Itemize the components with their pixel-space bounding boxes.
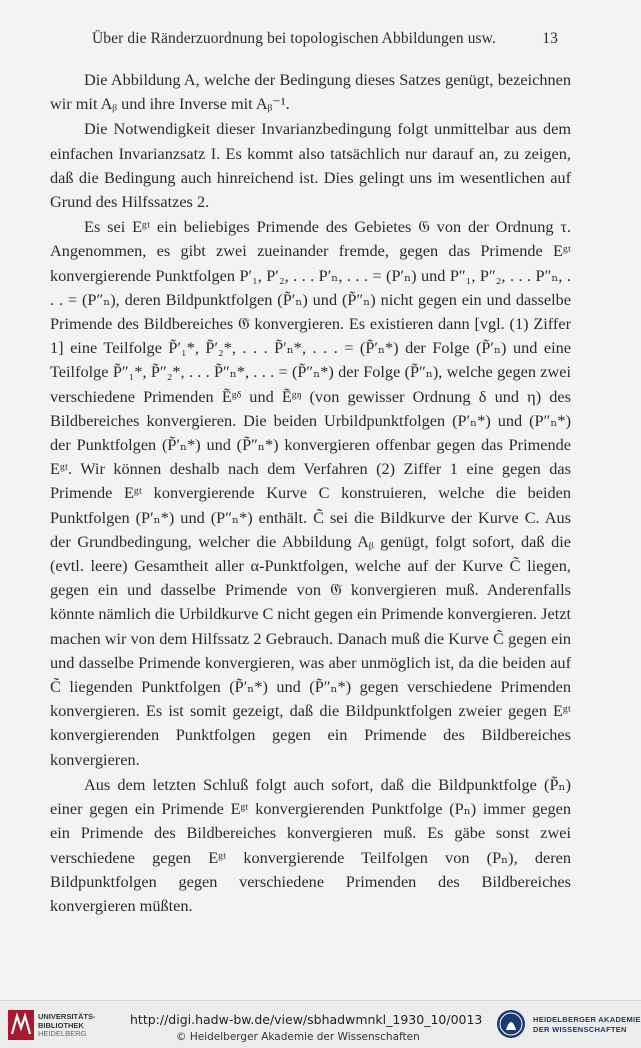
university-library-name: UNIVERSITÄTS- BIBLIOTHEK HEIDELBERG (38, 1012, 96, 1038)
paragraph: Die Abbildung A, welche der Bedingung dieses Satzes genügt, bezeichnen wir mit Aᵦ und ihre Inverse mit Aᵦ⁻¹. (50, 70, 571, 114)
footer-bar (0, 1000, 641, 1048)
running-title: Über die Ränderzuordnung bei topologischen Abbildungen usw. (92, 30, 496, 47)
academy-name: HEIDELBERGER AKADEMIE DER WISSENSCHAFTEN (533, 1015, 641, 1034)
running-header (92, 30, 558, 48)
paragraph: Aus dem letzten Schluß folgt auch sofort, daß die Bildpunktfolge (P̃ₙ) einer gegen ein Primende Eᵍᵗ konvergierenden Punktfolge (Pₙ) immer gegen ein Primende des Bildbereiches konvergieren muß. Es gäbe sonst zwei verschiedene gegen Eᵍᵗ konvergierende Teilfolgen von (Pₙ), deren Bildpunktfolgen gegen verschiedene Primenden des Bildbereiches konvergieren müßten. (50, 774, 571, 915)
page-number: 13 (542, 30, 558, 47)
copyright-notice: © Heidelberger Akademie der Wissenschaften (176, 1031, 420, 1043)
source-url-link[interactable]: http://digi.hadw-bw.de/view/sbhadwmnkl_1930_10/0013 (130, 1012, 483, 1027)
academy-seal-logo (496, 1008, 526, 1040)
paragraph: Die Notwendigkeit dieser Invarianzbedingung folgt unmittelbar aus dem einfachen Invarianzsatz I. Es kommt also tatsächlich nur darauf an, zu zeigen, daß die Bedingung auch hinreichend ist. Dies gelingt uns im wesentlichen auf Grund des Hilfssatzes 2. (50, 119, 571, 212)
paragraph: Es sei Eᵍᵗ ein beliebiges Primende des Gebietes 𝔊 von der Ordnung τ. Angenommen, es gibt zwei zueinander fremde, gegen das Primende Eᵍᵗ konvergierende Punktfolgen P′₁, P′₂, . . . P′ₙ, . . . = (P′ₙ) und P″₁, P″₂, . . . P″ₙ, . . . = (P″ₙ), deren Bildpunktfolgen (P̃′ₙ) und (P̃″ₙ) nicht gegen ein und dasselbe Primende des Bildbereiches 𝔊̃ konvergieren. Es existieren dann [vgl. (1) Ziffer 1] eine Teilfolge P̃′₁*, P̃′₂*, . . . P̃′ₙ*, . . . = (P̃′ₙ*) der Folge (P̃′ₙ) und eine Teilfolge P̃″₁*, P̃″₂*, . . . P̃″ₙ*, . . . = (P̃″ₙ*) der Folge (P̃″ₙ), welche gegen zwei verschiedene Primenden Ẽᵍᵟ und Ẽᵍᵑ (von gewisser Ordnung δ und η) des Bildbereiches konvergieren. Die beiden Urbildpunktfolgen (P′ₙ*) und (P″ₙ*) der Punktfolgen (P̃′ₙ*) und (P̃″ₙ*) konvergieren offenbar gegen das Primende Eᵍᵗ. Wir können deshalb nach dem Verfahren (2) Ziffer 1 eine gegen das Primende Eᵍᵗ konvergierende Kurve C konstruieren, welche die beiden Punktfolgen (P′ₙ*) und (P″ₙ*) enthält. C̃ sei die Bildkurve der Kurve C. Aus der Grundbedingung, welcher die Abbildung Aᵦ genügt, folgt sofort, daß die (evtl. leere) Gesamtheit aller α-Punktfolgen, welche auf der Kurve C̃ liegen, gegen ein und dasselbe Primende von 𝔊̃ konvergieren muß. Anderenfalls könnte nämlich die Urbildkurve C nicht gegen ein Primende konvergieren. Jetzt machen wir von dem Hilfssatz 2 Gebrauch. Danach muß die Kurve C̃ gegen ein und dasselbe Primende konvergieren, was aber unmöglich ist, da die beiden auf C̃ liegenden Punktfolgen (P̃′ₙ*) und (P̃″ₙ*) gegen verschiedene Primenden konvergieren. Es ist somit gezeigt, daß die Bildpunktfolgen zweier gegen Eᵍᵗ konvergierenden Punktfolgen gegen ein Primende des Bildbereiches konvergieren. (50, 217, 572, 769)
university-library-logo (8, 1010, 34, 1040)
body-text (50, 68, 571, 918)
